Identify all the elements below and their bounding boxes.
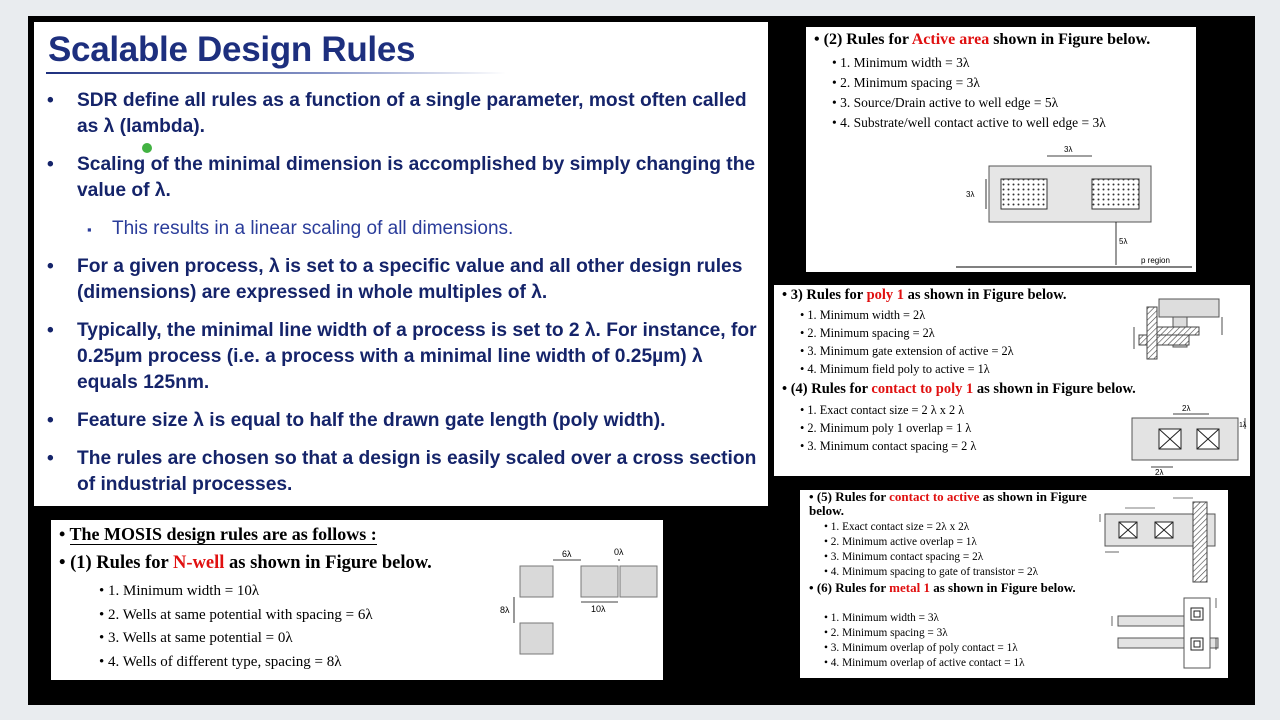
rule-item: • 4. Minimum spacing to gate of transistor = 2λ bbox=[824, 566, 1039, 578]
contact-active-figure bbox=[1095, 494, 1225, 586]
bullet-item: • SDR define all rules as a function of a single parameter, most often called as λ (lambda). bbox=[47, 90, 747, 137]
rule-item: • 2. Minimum poly 1 overlap = 1 λ bbox=[800, 421, 972, 435]
nwell-panel bbox=[51, 520, 663, 680]
rule-item: • 4. Wells of different type, spacing = 8λ bbox=[99, 653, 342, 670]
contact-poly-label-2b: 2λ bbox=[1155, 468, 1164, 477]
bullet-item: • Typically, the minimal line width of a process is set to 2 λ. For instance, for 0.25µm process (i.e. a process with a minimal line width of 0.25µm) λ equals 125nm. bbox=[47, 320, 757, 393]
title-underline bbox=[46, 72, 506, 74]
rule-item: • 1. Minimum width = 3λ bbox=[832, 55, 970, 70]
rule-item: • 2. Minimum spacing = 3λ bbox=[824, 627, 948, 639]
nwell-figure bbox=[500, 546, 661, 656]
contact-active-rules-list bbox=[824, 520, 1038, 580]
active-area-figure bbox=[956, 142, 1192, 270]
contact-poly-heading: • (4) Rules for contact to poly 1 as shown in Figure below. bbox=[782, 381, 1136, 397]
rule-item: • 3. Source/Drain active to well edge = 5λ bbox=[832, 95, 1059, 110]
page-title: Scalable Design Rules bbox=[48, 30, 416, 69]
rule-item: • 1. Exact contact size = 2 λ x 2 λ bbox=[800, 403, 965, 417]
poly-heading: • 3) Rules for poly 1 as shown in Figure below. bbox=[782, 287, 1067, 303]
mosis-title: • The MOSIS design rules are as follows : bbox=[59, 524, 377, 544]
rule-item: • 2. Minimum spacing = 3λ bbox=[832, 75, 980, 90]
active-label-3w: 3λ bbox=[1064, 145, 1073, 154]
active-rules-list bbox=[832, 53, 1106, 133]
rule-item: • 3. Minimum overlap of poly contact = 1λ bbox=[824, 642, 1018, 654]
rule-item: • 3. Minimum contact spacing = 2λ bbox=[824, 551, 984, 563]
rule-item: • 1. Minimum width = 2λ bbox=[800, 308, 926, 322]
nwell-label-6: 6λ bbox=[562, 549, 572, 559]
nwell-rules-list bbox=[99, 580, 373, 674]
active-label-pregion: p region bbox=[1141, 256, 1170, 265]
bullet-item: • Scaling of the minimal dimension is accomplished by simply changing the value of λ. bbox=[47, 154, 756, 201]
rule-item: • 1. Minimum width = 3λ bbox=[824, 612, 939, 624]
bullet-item: • The rules are chosen so that a design is easily scaled over a cross section of industrial processes. bbox=[47, 448, 757, 495]
contact-active-heading: • (5) Rules for contact to active as shown in Figure below. bbox=[809, 489, 1087, 518]
contact-metal-panel bbox=[800, 490, 1228, 678]
contact-poly-label-2a: 2λ bbox=[1182, 404, 1191, 413]
nwell-heading: • (1) Rules for N-well as shown in Figure below. bbox=[59, 553, 432, 573]
active-heading: • (2) Rules for Active area shown in Figure below. bbox=[814, 31, 1151, 48]
rule-item: • 3. Minimum gate extension of active = 2λ bbox=[800, 344, 1014, 358]
rule-item: • 1. Exact contact size = 2λ x 2λ bbox=[824, 521, 970, 533]
nwell-label-0: 0λ bbox=[614, 547, 624, 557]
rule-item: • 2. Wells at same potential with spacing = 6λ bbox=[99, 606, 373, 623]
bullet-item: • For a given process, λ is set to a specific value and all other design rules (dimensions) are expressed in whole multiples of λ. bbox=[47, 256, 743, 303]
rule-item: • 2. Minimum spacing = 2λ bbox=[800, 326, 935, 340]
active-label-3h: 3λ bbox=[966, 190, 975, 199]
rule-item: • 3. Minimum contact spacing = 2 λ bbox=[800, 439, 977, 453]
laser-pointer-dot bbox=[142, 143, 152, 153]
rule-item: • 1. Minimum width = 10λ bbox=[99, 583, 260, 599]
sub-bullet-item: ▪ This results in a linear scaling of all dimensions. bbox=[87, 218, 514, 239]
rule-item: • 4. Minimum overlap of active contact = 1λ bbox=[824, 657, 1025, 669]
poly-rules-list bbox=[800, 306, 1014, 378]
rule-item: • 3. Wells at same potential = 0λ bbox=[99, 630, 293, 646]
rule-item: • 2. Minimum active overlap = 1λ bbox=[824, 536, 977, 548]
nwell-label-8: 8λ bbox=[500, 605, 510, 615]
active-area-panel bbox=[806, 27, 1196, 272]
active-label-5: 5λ bbox=[1119, 237, 1128, 246]
metal-heading: • (6) Rules for metal 1 as shown in Figure below. bbox=[809, 580, 1076, 595]
contact-poly-rules-list bbox=[800, 401, 976, 455]
rule-item: • 4. Minimum field poly to active = 1λ bbox=[800, 362, 990, 376]
metal-rules-list bbox=[824, 611, 1025, 671]
nwell-label-10: 10λ bbox=[591, 604, 606, 614]
poly-figure bbox=[1129, 287, 1229, 365]
metal-figure bbox=[1100, 594, 1225, 674]
contact-poly-label-1: 1λ bbox=[1239, 422, 1247, 429]
rule-item: • 4. Substrate/well contact active to well edge = 3λ bbox=[832, 115, 1106, 130]
poly-panel bbox=[774, 285, 1250, 476]
contact-poly-figure bbox=[1129, 401, 1249, 475]
main-panel bbox=[34, 22, 768, 506]
bullet-item: • Feature size λ is equal to half the drawn gate length (poly width). bbox=[47, 410, 666, 431]
